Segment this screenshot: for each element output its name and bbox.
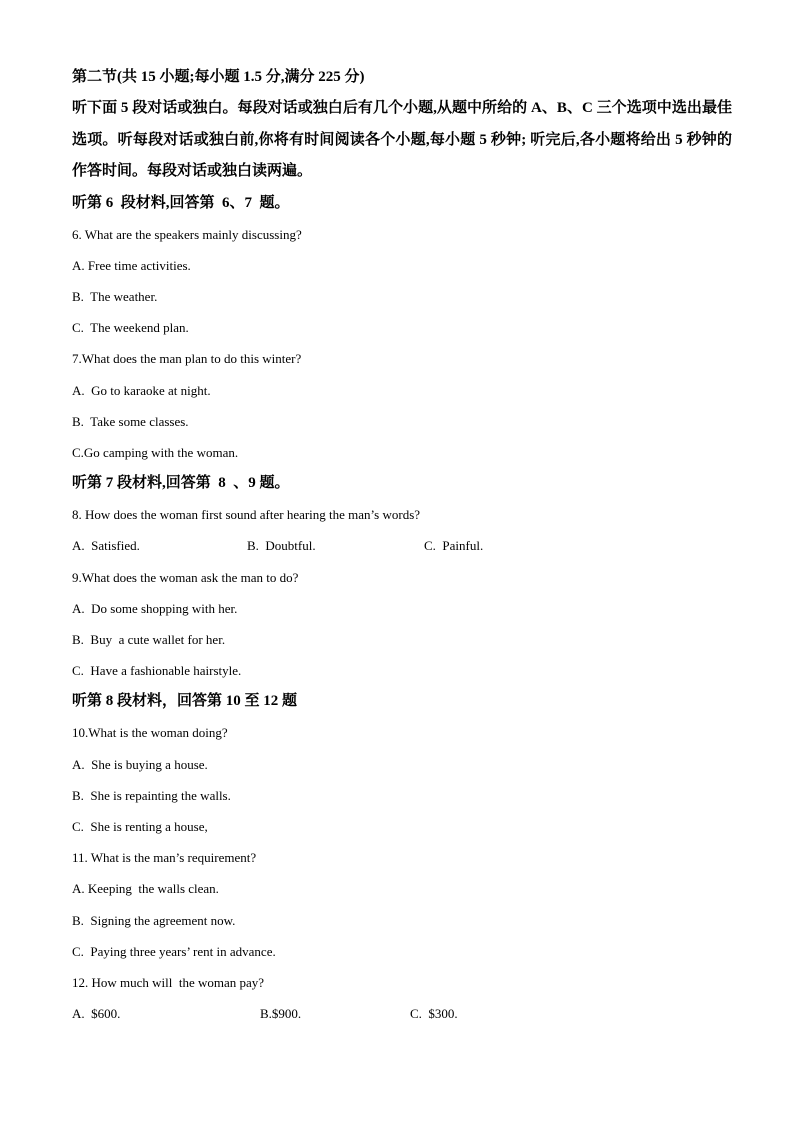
- question-9-option-a: A. Do some shopping with her.: [72, 600, 238, 616]
- question-12-option-a: A. $600.: [72, 1006, 121, 1022]
- question-8-option-a: A. Satisfied.: [72, 538, 140, 554]
- exam-content: [72, 62, 732, 1029]
- question-7-stem: 7.What does the man plan to do this winter?: [72, 351, 302, 367]
- question-10-stem: 10.What is the woman doing?: [72, 725, 228, 741]
- section-title: 第二节(共 15 小题;每小题 1.5 分,满分 225 分): [72, 69, 365, 85]
- question-11-option-a: A. Keeping the walls clean.: [72, 881, 219, 897]
- question-8-option-c: C. Painful.: [424, 538, 484, 554]
- instructions: 听下面 5 段对话或独白。每段对话或独白后有几个小题,从题中所给的 A、B、C 三个选项中选出最佳选项。听每段对话或独白前,你将有时间阅读各个小题,每小题 5 秒钟; 听完后,各小题将给出 5 秒钟的作答时间。每段对话或独白读两遍。: [72, 100, 732, 179]
- question-12-options: [72, 998, 732, 1029]
- passage-6-heading: 听第 6 段材料,回答第 6、7 题。: [72, 194, 290, 211]
- question-12-option-b: B.$900.: [260, 1006, 302, 1022]
- passage-8-heading: 听第 8 段材料，回答第 10 至 12 题: [72, 693, 298, 710]
- question-8-option-b: B. Doubtful.: [247, 538, 316, 554]
- question-8-options: [72, 530, 732, 561]
- question-11-option-c: C. Paying three years’ rent in advance.: [72, 943, 276, 959]
- question-7-option-b: B. Take some classes.: [72, 413, 189, 429]
- question-12-option-c: C. $300.: [410, 1006, 458, 1022]
- question-7-option-c: C.Go camping with the woman.: [72, 444, 239, 460]
- question-9-option-c: C. Have a fashionable hairstyle.: [72, 663, 242, 679]
- question-11-option-b: B. Signing the agreement now.: [72, 912, 236, 928]
- question-6-option-a: A. Free time activities.: [72, 257, 191, 273]
- question-6-option-b: B. The weather.: [72, 288, 158, 304]
- question-8-stem: 8. How does the woman first sound after hearing the man’s words?: [72, 507, 421, 523]
- question-6-option-c: C. The weekend plan.: [72, 320, 189, 336]
- question-10-option-a: A. She is buying a house.: [72, 756, 208, 772]
- question-10-option-b: B. She is repainting the walls.: [72, 787, 231, 803]
- question-9-stem: 9.What does the woman ask the man to do?: [72, 569, 299, 585]
- question-10-option-c: C. She is renting a house,: [72, 818, 208, 834]
- question-11-stem: 11. What is the man’s requirement?: [72, 850, 257, 866]
- passage-7-heading: 听第 7 段材料,回答第 8 、9 题。: [72, 475, 290, 492]
- question-12-stem: 12. How much will the woman pay?: [72, 974, 265, 990]
- question-7-option-a: A. Go to karaoke at night.: [72, 382, 211, 398]
- question-9-option-b: B. Buy a cute wallet for her.: [72, 631, 226, 647]
- question-6-stem: 6. What are the speakers mainly discussing?: [72, 226, 302, 242]
